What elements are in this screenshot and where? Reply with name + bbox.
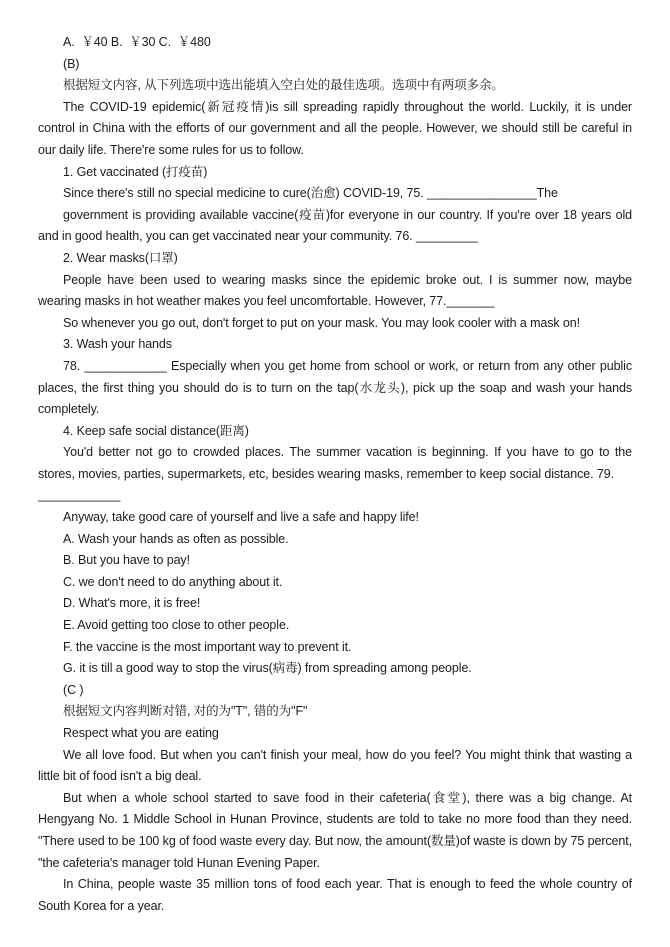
rule-1-sentence-blank-76: government is providing available vaccine(疫苗)for everyone in our country. If you're over 18 years old and in good health, you can get vaccinated near your community. 76. _________ (38, 207, 632, 244)
option-a: A. Wash your hands as often as possible. (63, 531, 289, 546)
rule-4-heading: 4. Keep safe social distance(距离) (63, 423, 249, 438)
section-b-label: (B) (63, 56, 80, 71)
section-b-instructions: 根据短文内容, 从下列选项中选出能填入空白处的最佳选项。选项中有两项多余。 (63, 78, 504, 93)
option-d: D. What's more, it is free! (63, 596, 201, 611)
rule-3-heading: 3. Wash your hands (63, 337, 172, 352)
section-c (38, 680, 632, 918)
option-c: C. we don't need to do anything about it. (63, 574, 283, 589)
rule-2-closing-sentence: So whenever you go out, don't forget to put on your mask. You may look cooler with a mask on! (63, 315, 581, 330)
option-e: E. Avoid getting too close to other people. (63, 618, 290, 633)
blank-79-underline: ____________ (38, 488, 121, 503)
section-c-instructions: 根据短文内容判断对错, 对的为"T", 错的为"F" (63, 704, 308, 719)
rule-2-paragraph-blank-77: People have been used to wearing masks since the epidemic broke out. I is summer now, maybe wearing masks in hot weather makes you feel uncomfortable. However, 77._______ (38, 272, 632, 309)
price-options-line: A. ￥40 B. ￥30 C. ￥480 (63, 35, 211, 49)
option-g: G. it is till a good way to stop the virus(病毒) from spreading among people. (63, 661, 472, 676)
passage-b-closing-line: Anyway, take good care of yourself and live a safe and happy life! (63, 510, 419, 525)
passage-c-paragraph-2: But when a whole school started to save food in their cafeteria(食堂), there was a big change. At Hengyang No. 1 Middle School in Hunan Province, students are told to take no more food than they need. "There used to be 100 kg of food waste every day. But now, the amount(数量)of waste is down by 75 percent, "the cafeteria's manager told Hunan Evening Paper. (38, 790, 632, 870)
option-b: B. But you have to pay! (63, 553, 190, 568)
section-c-label: (C ) (63, 682, 84, 697)
rule-1-sentence-blank-75: Since there's still no special medicine to cure(治愈) COVID-19, 75. ________________The (63, 186, 558, 201)
option-f: F. the vaccine is the most important way to prevent it. (63, 639, 352, 654)
passage-c-paragraph-1: We all love food. But when you can't finish your meal, how do you feel? You might think that wasting a little bit of food isn't a big deal. (38, 747, 632, 784)
rule-2-heading: 2. Wear masks(口罩) (63, 250, 178, 265)
passage-c-paragraph-3: In China, people waste 35 million tons of food each year. That is enough to feed the whole country of South Korea for a year. (38, 877, 632, 913)
rule-4-paragraph-blank-79: You'd better not go to crowded places. The summer vacation is beginning. If you have to go to the stores, movies, parties, supermarkets, etc, besides wearing masks, remember to keep social distance. 79. (38, 445, 632, 481)
covid-intro-paragraph: The COVID-19 epidemic(新冠疫情)is sill spreading rapidly throughout the world. Luckily, it is under control in China with the efforts of our government and all the people. However, we should still be careful in our daily life. There're some rules for us to follow. (38, 99, 632, 157)
section-a-remnant (38, 32, 632, 54)
section-b (38, 54, 632, 680)
rule-3-paragraph-blank-78: 78. ____________ Especially when you get home from school or work, or return from any other public places, the first thing you should do is to turn on the tap(水龙头), pick up the soap and wash your hands completely. (38, 358, 632, 417)
passage-c-title: Respect what you are eating (63, 726, 219, 740)
rule-1-heading: 1. Get vaccinated (打疫苗) (63, 164, 208, 179)
